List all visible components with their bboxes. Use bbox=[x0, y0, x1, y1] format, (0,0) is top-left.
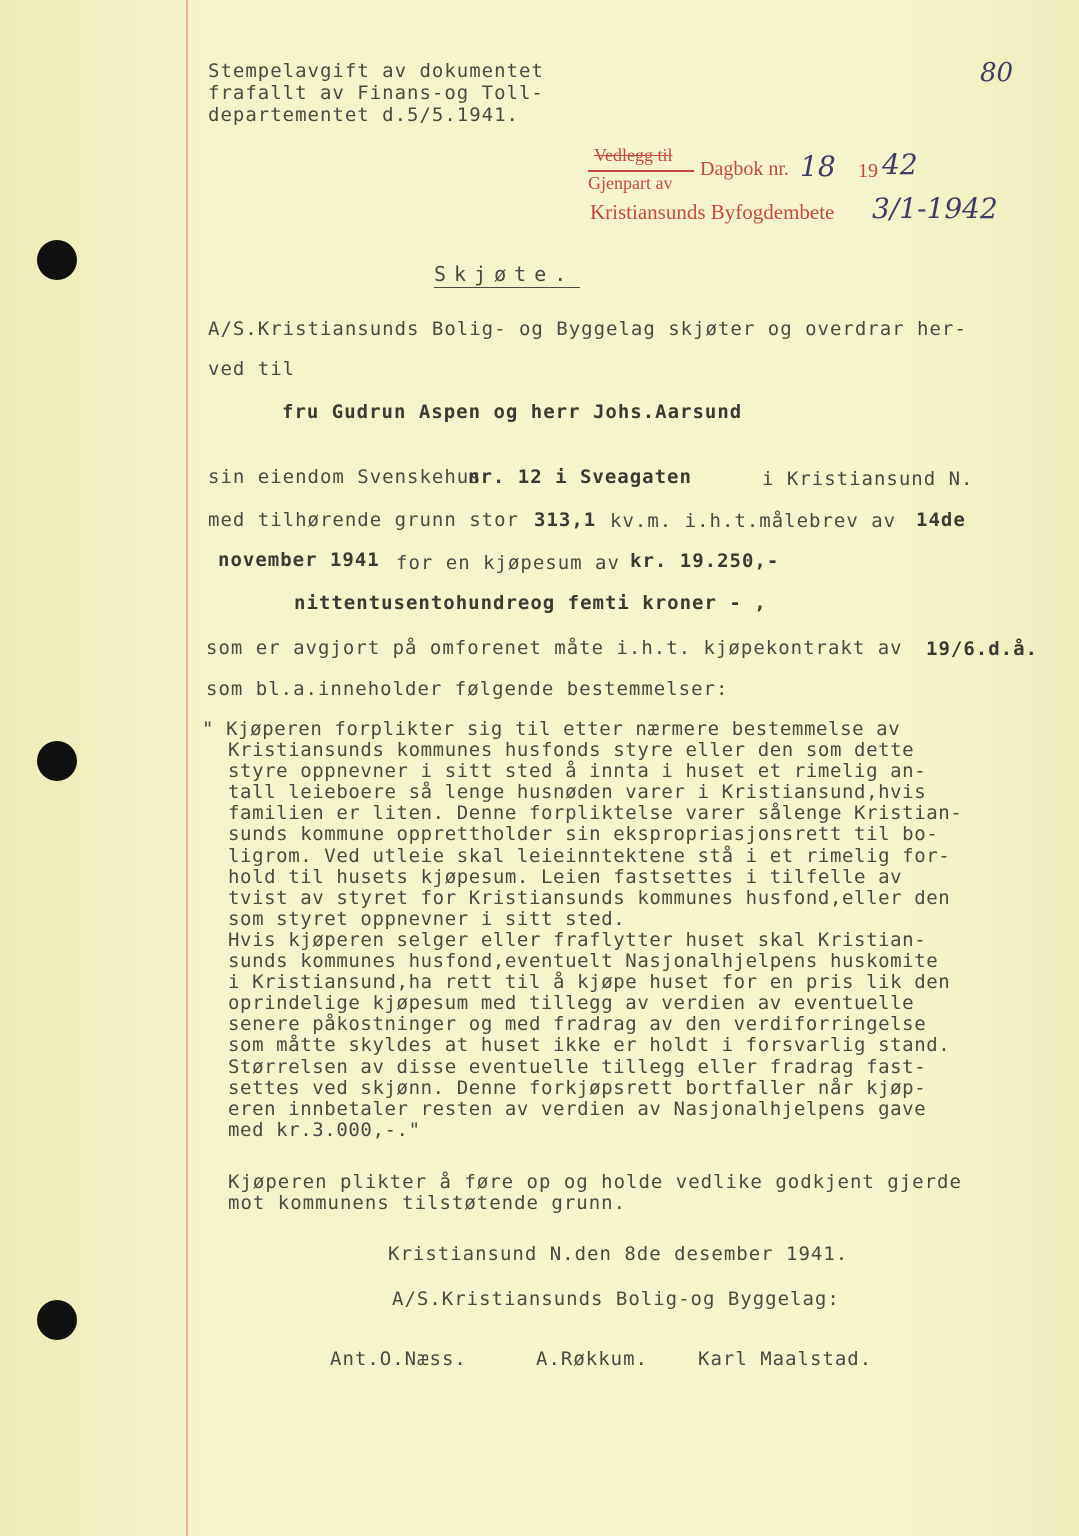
provision-line: sunds kommune opprettholder sin ekspropriasjonsrett til bo- bbox=[228, 823, 939, 846]
provision-line: sunds kommunes husfond,eventuelt Nasjonalhjelpens huskomite bbox=[228, 950, 939, 973]
provision-line: senere påkostninger og med fradrag av den verdiforringelse bbox=[228, 1013, 927, 1036]
margin-line bbox=[186, 0, 188, 1536]
signatory-3: Karl Maalstad. bbox=[698, 1348, 873, 1370]
provision-line: tall leieboere så lenge husnøden varer i Kristiansund,hvis bbox=[228, 781, 927, 804]
stamp-office: Kristiansunds Byfogdembete bbox=[590, 200, 835, 224]
provision-line: ligrom. Ved utleie skal leieinntektene stå i et rimelig for- bbox=[228, 844, 951, 867]
provision-line: tvist av styret for Kristiansunds kommunes husfond,eller den bbox=[228, 886, 951, 909]
measure-date-month: november 1941 bbox=[218, 549, 380, 571]
signatory-2: A.Røkkum. bbox=[536, 1348, 648, 1370]
property-number: nr. 12 i Sveagaten bbox=[468, 466, 692, 488]
stamp-duty-line-1: Stempelavgift av dokumentet bbox=[208, 60, 544, 82]
buyers-names: fru Gudrun Aspen og herr Johs.Aarsund bbox=[282, 401, 743, 423]
quoted-provisions bbox=[202, 718, 1008, 1141]
provision-line: i Kristiansund,ha rett til å kjøpe huset for en pris lik den bbox=[228, 971, 951, 994]
provision-line: med kr.3.000,-." bbox=[228, 1118, 421, 1141]
provision-line: settes ved skjønn. Denne forkjøpsrett bortfaller når kjøp- bbox=[228, 1076, 927, 1099]
stamp-dagbok-label: Dagbok nr. bbox=[700, 158, 789, 180]
punch-hole-middle bbox=[37, 741, 77, 781]
price-in-words: nittentusentohundreog femti kroner - , bbox=[294, 592, 767, 614]
stamp-struck-text: Vedlegg til bbox=[594, 145, 673, 165]
provision-line: som måtte skyldes at huset ikke er holdt i forsvarlig stand. bbox=[228, 1034, 951, 1057]
provisions-intro: som bl.a.inneholder følgende bestemmelser: bbox=[206, 678, 729, 700]
page-number: 80 bbox=[980, 58, 1014, 88]
intro-line-2: ved til bbox=[208, 358, 296, 380]
area-suffix: kv.m. i.h.t.målebrev av bbox=[610, 510, 897, 532]
stamp-copy-label: Gjenpart av bbox=[588, 173, 673, 193]
provision-line: Størrelsen av disse eventuelle tillegg eller fradrag fast- bbox=[228, 1055, 927, 1078]
provision-line: styre oppnevner i sitt sted å innta i huset et rimelig an- bbox=[228, 760, 927, 783]
stamp-date: 3/1-1942 bbox=[872, 192, 998, 225]
area-prefix: med tilhørende grunn stor bbox=[208, 509, 519, 531]
measure-date-day: 14de bbox=[916, 509, 966, 531]
area-value: 313,1 bbox=[534, 509, 597, 531]
stamp-underline bbox=[588, 170, 694, 172]
signatory-1: Ant.O.Næss. bbox=[330, 1348, 467, 1370]
property-prefix: sin eiendom Svenskehus bbox=[208, 466, 482, 488]
provision-line: som styret oppnevner i sitt sted. bbox=[228, 907, 626, 930]
fence-clause-line-2: mot kommunens tilstøtende grunn. bbox=[228, 1192, 627, 1214]
agreement-text: som er avgjort på omforenet måte i.h.t. kjøpekontrakt av bbox=[206, 637, 903, 659]
seller-name: A/S.Kristiansunds Bolig-og Byggelag: bbox=[392, 1288, 840, 1310]
agreement-date: 19/6.d.å. bbox=[926, 638, 1038, 660]
provision-line: familien er liten. Denne forpliktelse varer sålenge Kristian- bbox=[228, 802, 963, 825]
price-prefix: for en kjøpesum av bbox=[396, 552, 620, 574]
stamp-duty-line-3: departementet d.5/5.1941. bbox=[208, 104, 519, 126]
place-date: Kristiansund N.den 8de desember 1941. bbox=[388, 1243, 849, 1265]
provision-line: hold til husets kjøpesum. Leien fastsettes i tilfelle av bbox=[228, 865, 903, 888]
intro-line-1: A/S.Kristiansunds Bolig- og Byggelag skjøter og overdrar her- bbox=[208, 318, 967, 340]
provision-line: eren innbetaler resten av verdien av Nasjonalhjelpens gave bbox=[228, 1097, 927, 1120]
dagbok-number: 18 bbox=[800, 150, 836, 183]
document-title: Skjøte. bbox=[434, 262, 575, 286]
property-location: i Kristiansund N. bbox=[762, 468, 974, 490]
price-value: kr. 19.250,- bbox=[630, 550, 780, 572]
fence-clause-line-1: Kjøperen plikter å føre op og holde vedlike godkjent gjerde bbox=[228, 1171, 962, 1193]
stamp-year-suffix: 42 bbox=[882, 148, 918, 181]
stamp-duty-line-2: frafallt av Finans-og Toll- bbox=[208, 82, 544, 104]
provision-line: " Kjøperen forplikter sig til etter nærmere bestemmelse av bbox=[202, 718, 901, 740]
provision-line: oprindelige kjøpesum med tillegg av verdien av eventuelle bbox=[228, 992, 915, 1015]
stamp-year-prefix: 19 bbox=[858, 160, 878, 182]
provision-line: Hvis kjøperen selger eller fraflytter huset skal Kristian- bbox=[228, 928, 927, 951]
provision-line: Kristiansunds kommunes husfonds styre eller den som dette bbox=[228, 739, 915, 762]
punch-hole-top bbox=[37, 240, 77, 280]
title-underline bbox=[434, 287, 580, 288]
punch-hole-bottom bbox=[37, 1300, 77, 1340]
